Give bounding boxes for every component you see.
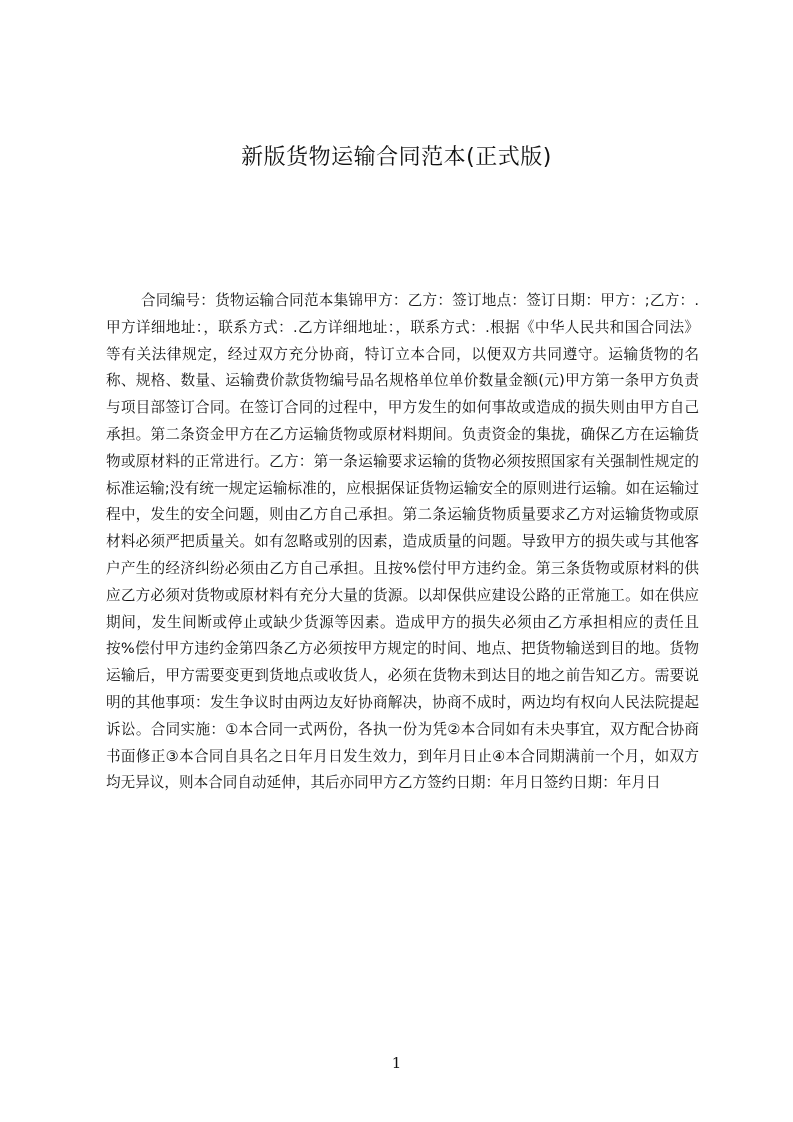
- page-number: 1: [391, 1054, 402, 1072]
- contract-body-paragraph: 合同编号：货物运输合同范本集锦甲方：乙方：签订地点：签订日期：甲方：;乙方：.甲方详细地址：，联系方式：.乙方详细地址：，联系方式：.根据《中华人民共和国合同法》等有关法律规定，经过双方充分协商，特订立本合同，以便双方共同遵守。运输货物的名称、规格、数量、运输费价款货物编号品名规格单位单价数量金额(元)甲方第一条甲方负责与项目部签订合同。在签订合同的过程中，甲方发生的如何事故或造成的损失则由甲方自己承担。第二条资金甲方在乙方运输货物或原材料期间。负责资金的集拢，确保乙方在运输货物或原材料的正常进行。乙方：第一条运输要求运输的货物必须按照国家有关强制性规定的标准运输;没有统一规定运输标准的，应根据保证货物运输安全的原则进行运输。如在运输过程中，发生的安全问题，则由乙方自己承担。第二条运输货物质量要求乙方对运输货物或原材料必须严把质量关。如有忽略或别的因素，造成质量的问题。导致甲方的损失或与其他客户产生的经济纠纷必须由乙方自己承担。且按%偿付甲方违约金。第三条货物或原材料的供应乙方必须对货物或原材料有充分大量的货源。以却保供应建设公路的正常施工。如在供应期间，发生间断或停止或缺少货源等因素。造成甲方的损失必须由乙方承担相应的责任且按%偿付甲方违约金第四条乙方必须按甲方规定的时间、地点、把货物输送到目的地。货物运输后，甲方需要变更到货地点或收货人，必须在货物未到达目的地之前告知乙方。需要说明的其他事项：发生争议时由两边友好协商解决，协商不成时，两边均有权向人民法院提起诉讼。合同实施：①本合同一式两份，各执一份为凭②本合同如有未央事宜，双方配合协商书面修正③本合同自具名之日年月日发生效力，到年月日止④本合同期满前一个月，如双方均无异议，则本合同自动延伸，其后亦同甲方乙方签约日期：年月日签约日期：年月日: [106, 292, 699, 792]
- document-title: 新版货物运输合同范本(正式版): [241, 145, 552, 170]
